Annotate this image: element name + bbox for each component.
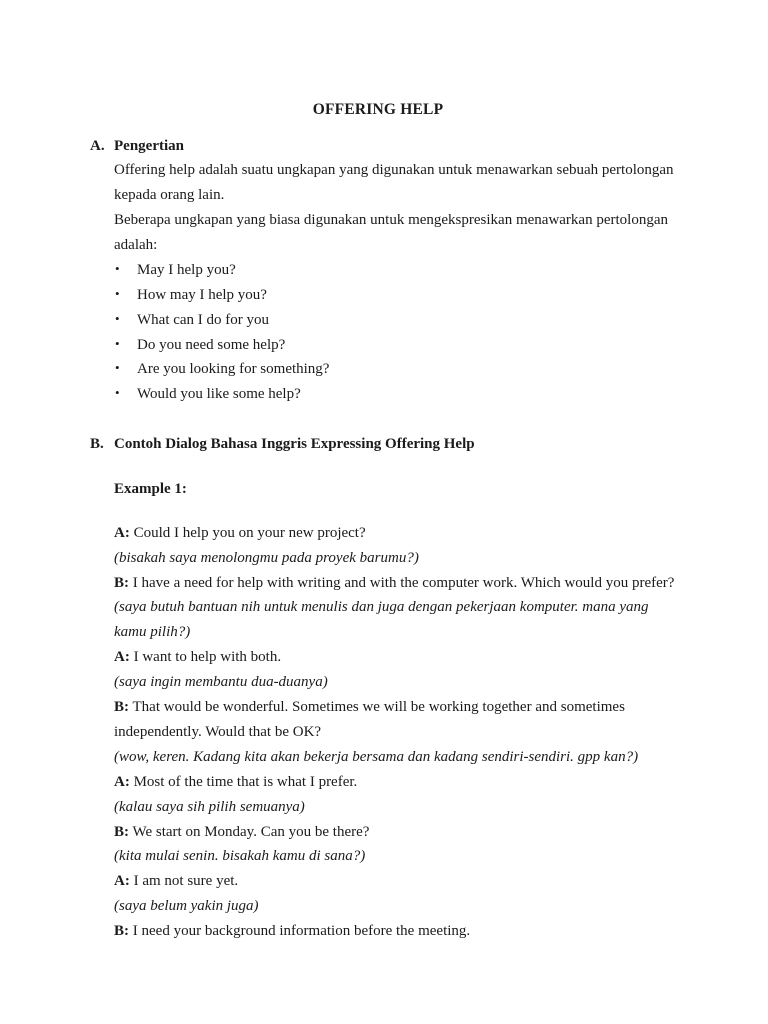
section-a-heading <box>90 134 678 158</box>
list-item <box>115 283 678 308</box>
offering-help-expressions-list <box>90 258 678 407</box>
list-item <box>115 308 678 333</box>
dialogue-translation: (saya ingin membantu dua-duanya) <box>114 674 328 691</box>
speaker-separator: : <box>124 873 130 890</box>
dialogue-line <box>114 820 678 845</box>
list-item-label: What can I do for you <box>137 311 270 328</box>
dialogue-line <box>114 645 678 670</box>
speaker-label: A <box>114 649 125 666</box>
list-item-label: Are you looking for something? <box>137 361 330 378</box>
dialogue-text: I have a need for help with writing and with the computer work. Which would you prefer? <box>132 574 675 591</box>
speaker-label: B <box>114 923 125 940</box>
speaker-label: B <box>114 699 125 716</box>
example-label: Example 1: <box>114 480 187 497</box>
list-item-label: Would you like some help? <box>137 386 301 403</box>
section-pengertian <box>90 134 678 407</box>
list-item-label: Do you need some help? <box>137 336 286 353</box>
dialogue-line <box>114 919 678 944</box>
list-item <box>115 382 678 407</box>
dialogue-translation: (wow, keren. Kadang kita akan bekerja bersama dan kadang sendiri-sendiri. gpp kan?) <box>114 748 639 765</box>
bullet-icon: • <box>115 360 120 376</box>
dialogue-text: We start on Monday. Can you be there? <box>132 823 370 840</box>
dialogue-text: I want to help with both. <box>133 649 282 666</box>
bullet-icon: • <box>115 335 120 351</box>
document-content <box>90 98 678 944</box>
speaker-separator: : <box>124 773 130 790</box>
bullet-icon: • <box>115 260 120 276</box>
section-a-marker: A. <box>90 138 105 155</box>
bullet-icon: • <box>115 310 120 326</box>
section-a-paragraph-2: Beberapa ungkapan yang biasa digunakan untuk mengekspresikan menawarkan pertolongan adalah: <box>114 212 668 253</box>
speaker-label: A <box>114 773 125 790</box>
dialogue-text: Could I help you on your new project? <box>133 524 366 541</box>
list-item-label: How may I help you? <box>137 286 267 303</box>
section-b-heading <box>90 432 678 456</box>
list-item <box>115 357 678 382</box>
speaker-separator: : <box>124 524 130 541</box>
list-item <box>115 258 678 283</box>
speaker-separator: : <box>124 923 130 940</box>
dialogue-line <box>114 695 678 745</box>
dialogue-translation: (bisakah saya menolongmu pada proyek barumu?) <box>114 549 419 566</box>
section-contoh-dialog <box>90 432 678 944</box>
speaker-label: A <box>114 873 125 890</box>
section-gap <box>90 407 678 432</box>
dialogue-line <box>114 571 678 596</box>
example-gap <box>90 501 678 521</box>
section-b-heading-text: Contoh Dialog Bahasa Inggris Expressing Offering Help <box>114 436 475 453</box>
dialogue-text: I need your background information before the meeting. <box>132 923 471 940</box>
page-title: OFFERING HELP <box>312 101 444 118</box>
dialogue-translation: (saya butuh bantuan nih untuk menulis dan juga dengan pekerjaan komputer. mana yang kamu pilih?) <box>114 599 649 641</box>
section-a-paragraph-1: Offering help adalah suatu ungkapan yang digunakan untuk menawarkan sebuah pertolongan kepada orang lain. <box>114 162 674 204</box>
dialogue-translation: (kalau saya sih pilih semuanya) <box>114 798 305 815</box>
dialogue-translation: (saya belum yakin juga) <box>114 898 259 915</box>
section-b-marker: B. <box>90 436 104 453</box>
list-item-label: May I help you? <box>137 261 236 278</box>
speaker-label: B <box>114 574 125 591</box>
dialogue-text: That would be wonderful. Sometimes we will be working together and sometimes independently. Would that be OK? <box>114 699 625 740</box>
dialogue-text: I am not sure yet. <box>133 873 239 890</box>
speaker-label: A <box>114 524 125 541</box>
dialogue-line <box>114 521 678 546</box>
list-item <box>115 333 678 358</box>
dialogue-line <box>114 770 678 795</box>
dialogue-block <box>90 521 678 944</box>
bullet-icon: • <box>115 385 120 401</box>
heading-gap <box>90 457 678 477</box>
bullet-icon: • <box>115 285 120 301</box>
section-a-heading-text: Pengertian <box>114 138 184 155</box>
speaker-separator: : <box>124 823 130 840</box>
dialogue-translation: (kita mulai senin. bisakah kamu di sana?) <box>114 848 366 865</box>
speaker-separator: : <box>124 699 130 716</box>
speaker-label: B <box>114 823 125 840</box>
speaker-separator: : <box>124 574 130 591</box>
speaker-separator: : <box>124 649 130 666</box>
dialogue-line <box>114 869 678 894</box>
dialogue-text: Most of the time that is what I prefer. <box>133 773 358 790</box>
